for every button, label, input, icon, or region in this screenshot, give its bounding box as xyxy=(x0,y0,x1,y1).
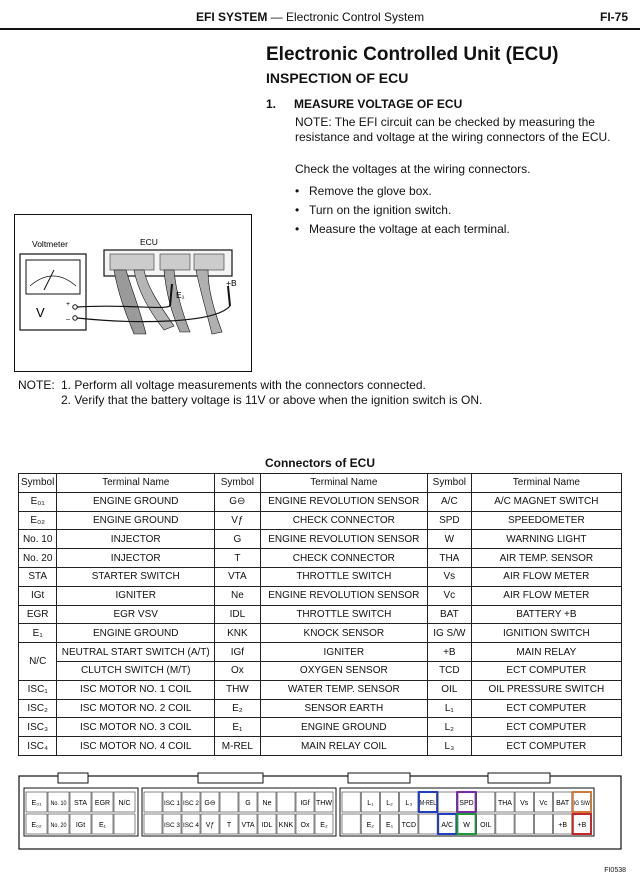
terminal-name-cell: AIR TEMP. SENSOR xyxy=(471,549,621,568)
terminal-name-cell: ENGINE REVOLUTION SENSOR xyxy=(260,530,427,549)
pin-label: E₂ xyxy=(366,822,375,829)
symbol-cell: +B xyxy=(428,643,472,662)
terminal-name-cell: INJECTOR xyxy=(57,530,215,549)
connector-pin xyxy=(114,814,135,834)
pin-label: E₂ xyxy=(320,822,328,829)
connector-pin xyxy=(277,792,295,812)
terminal-name-cell: WATER TEMP. SENSOR xyxy=(260,680,427,699)
terminal-name-cell: THROTTLE SWITCH xyxy=(260,567,427,586)
table-row xyxy=(19,737,622,756)
symbol-cell: L₂ xyxy=(428,718,472,737)
e1-label: E₁ xyxy=(176,290,185,300)
terminal-name-cell: ENGINE REVOLUTION SENSOR xyxy=(260,492,427,511)
column-header: Terminal Name xyxy=(471,474,621,493)
page-subtitle: INSPECTION OF ECU xyxy=(266,70,409,86)
terminal-name-cell: ECT COMPUTER xyxy=(471,661,621,680)
pin-label: ISC 2 xyxy=(183,800,200,807)
pin-label: E₁ xyxy=(98,822,107,829)
column-header: Symbol xyxy=(428,474,472,493)
figure-id: FI0538 xyxy=(604,867,626,874)
ecu-connector-c xyxy=(194,254,224,270)
note-top: NOTE: The EFI circuit can be checked by measuring the resistance and voltage at the wiring connectors of the ECU. xyxy=(295,115,611,144)
symbol-cell: SPD xyxy=(428,511,472,530)
symbol-cell: THA xyxy=(428,549,472,568)
connector-pin xyxy=(438,792,456,812)
pin-label: Vc xyxy=(539,800,548,807)
symbol-cell: ISC₄ xyxy=(19,737,57,756)
symbol-cell: G⊖ xyxy=(215,492,261,511)
pin-label: Vs xyxy=(520,800,529,807)
connector-pin xyxy=(342,814,360,834)
plus-b-label: +B xyxy=(226,278,237,288)
symbol-cell: STA xyxy=(19,567,57,586)
bullet-item: • Measure the voltage at each terminal. xyxy=(295,220,510,239)
meter-scale xyxy=(30,276,76,286)
pin-label: ISC 4 xyxy=(183,822,200,829)
symbol-cell: E₁ xyxy=(19,624,57,643)
symbol-cell: L₁ xyxy=(428,699,472,718)
ecu-label: ECU xyxy=(140,237,158,247)
connector-pin xyxy=(515,814,533,834)
terminal-name-cell: EGR VSV xyxy=(57,605,215,624)
pin-label: G⊖ xyxy=(204,800,216,807)
pin-label: THA xyxy=(497,800,512,807)
connector-key xyxy=(198,773,263,783)
bullet-item: • Remove the glove box. xyxy=(295,182,510,201)
pin-label: M-REL xyxy=(419,800,437,807)
column-header: Symbol xyxy=(19,474,57,493)
terminal-name-cell: IGNITION SWITCH xyxy=(471,624,621,643)
symbol-cell: A/C xyxy=(428,492,472,511)
terminal-name-cell: CHECK CONNECTOR xyxy=(260,511,427,530)
pin-label: T xyxy=(226,822,232,829)
bullet-list xyxy=(295,182,510,239)
symbol-cell: VTA xyxy=(215,567,261,586)
symbol-cell: IDL xyxy=(215,605,261,624)
symbol-cell: ISC₃ xyxy=(19,718,57,737)
table-title: Connectors of ECU xyxy=(264,456,375,470)
symbol-cell: E₀₂ xyxy=(19,511,57,530)
terminal-name-cell: ISC MOTOR NO. 1 COIL xyxy=(57,680,215,699)
pin-label: SPD xyxy=(459,800,474,807)
terminal-name-cell: SENSOR EARTH xyxy=(260,699,427,718)
column-header: Symbol xyxy=(215,474,261,493)
pin-label: L₂ xyxy=(386,800,393,807)
terminal-name-cell: ECT COMPUTER xyxy=(471,718,621,737)
table-row xyxy=(19,624,622,643)
symbol-cell: KNK xyxy=(215,624,261,643)
connector-pin xyxy=(144,792,162,812)
symbol-cell: Ne xyxy=(215,586,261,605)
symbol-cell: BAT xyxy=(428,605,472,624)
meter-face xyxy=(26,260,80,294)
terminal-name-cell: AIR FLOW METER xyxy=(471,586,621,605)
pin-label: Vƒ xyxy=(205,822,215,829)
table-row xyxy=(19,511,622,530)
symbol-cell: No. 20 xyxy=(19,549,57,568)
terminal-name-cell: OXYGEN SENSOR xyxy=(260,661,427,680)
section-header xyxy=(196,10,424,24)
terminal-name-cell: ISC MOTOR NO. 2 COIL xyxy=(57,699,215,718)
plus-mark: + xyxy=(66,301,71,308)
connector-pin xyxy=(477,792,495,812)
symbol-cell: EGR xyxy=(19,605,57,624)
wire-harness xyxy=(196,270,222,334)
minus-mark: – xyxy=(66,316,70,323)
symbol-cell: OIL xyxy=(428,680,472,699)
connector-key xyxy=(348,773,410,783)
connector-key xyxy=(488,773,550,783)
table-row xyxy=(19,567,622,586)
note-item: 1. Perform all voltage measurements with the connectors connected. xyxy=(61,378,426,392)
pin-label: ISC 1 xyxy=(164,800,181,807)
symbol-cell: IG S/W xyxy=(428,624,472,643)
pin-label: Ne xyxy=(262,800,272,807)
step-heading xyxy=(266,97,462,111)
symbol-cell: W xyxy=(428,530,472,549)
symbol-cell: T xyxy=(215,549,261,568)
pin-label: E₀₁ xyxy=(31,800,42,807)
terminal-name-cell: CLUTCH SWITCH (M/T) xyxy=(57,661,215,680)
terminal-name-cell: OIL PRESSURE SWITCH xyxy=(471,680,621,699)
terminal-name-cell: CHECK CONNECTOR xyxy=(260,549,427,568)
connector-pinout xyxy=(18,772,622,850)
pin-label: E₁ xyxy=(386,822,394,829)
connector-pin xyxy=(342,792,360,812)
pin-label: N/C xyxy=(118,800,131,807)
meter-needle xyxy=(44,270,54,290)
symbol-cell: TCD xyxy=(428,661,472,680)
table-row xyxy=(19,661,622,680)
terminal-name-cell: WARNING LIGHT xyxy=(471,530,621,549)
column-header: Terminal Name xyxy=(260,474,427,493)
note-item: 2. Verify that the battery voltage is 11V or above when the ignition switch is ON. xyxy=(61,393,483,407)
connector-pin xyxy=(220,792,238,812)
pin-label: L₁ xyxy=(367,800,374,807)
step-number: 1. xyxy=(266,97,277,111)
ecu-connector-a xyxy=(110,254,154,270)
symbol-cell: Vc xyxy=(428,586,472,605)
bullet-item: • Turn on the ignition switch. xyxy=(295,201,510,220)
pin-label: KNK xyxy=(278,822,294,829)
table-row xyxy=(19,605,622,624)
connector-pin xyxy=(496,814,514,834)
connectors-table xyxy=(18,473,622,756)
volt-symbol: V xyxy=(36,305,45,320)
page-title: Electronic Controlled Unit (ECU) xyxy=(266,44,559,65)
column-header: Terminal Name xyxy=(57,474,215,493)
table-row xyxy=(19,530,622,549)
pin-label: OIL xyxy=(480,822,492,829)
pin-label: TCD xyxy=(401,822,417,829)
symbol-cell: E₂ xyxy=(215,699,261,718)
symbol-cell: IGt xyxy=(19,586,57,605)
symbol-cell: No. 10 xyxy=(19,530,57,549)
pin-label: +B xyxy=(558,822,568,829)
terminal-name-cell: ENGINE REVOLUTION SENSOR xyxy=(260,586,427,605)
terminal-name-cell: ENGINE GROUND xyxy=(57,492,215,511)
pin-label: No. 20 xyxy=(50,822,67,829)
pin-label: A/C xyxy=(441,822,454,829)
symbol-cell: ISC₂ xyxy=(19,699,57,718)
pin-label: Ox xyxy=(300,822,310,829)
terminal-minus xyxy=(73,316,77,320)
pin-label: IGf xyxy=(300,800,310,807)
table-row xyxy=(19,549,622,568)
symbol-cell: ISC₁ xyxy=(19,680,57,699)
note-line xyxy=(18,378,482,393)
terminal-name-cell: ECT COMPUTER xyxy=(471,737,621,756)
symbol-cell: THW xyxy=(215,680,261,699)
terminal-name-cell: NEUTRAL START SWITCH (A/T) xyxy=(57,643,215,662)
table-header-row xyxy=(19,474,622,493)
connector-key xyxy=(58,773,88,783)
pin-label: +B xyxy=(577,822,587,829)
pin-label: L₃ xyxy=(405,800,413,807)
note-label: NOTE: xyxy=(18,378,55,392)
terminal-name-cell: SPEEDOMETER xyxy=(471,511,621,530)
pin-label: STA xyxy=(73,800,88,807)
terminal-name-cell: A/C MAGNET SWITCH xyxy=(471,492,621,511)
terminal-name-cell: ISC MOTOR NO. 3 COIL xyxy=(57,718,215,737)
note-bottom xyxy=(18,378,482,408)
pin-label: E₀₂ xyxy=(31,822,42,829)
terminal-name-cell: ECT COMPUTER xyxy=(471,699,621,718)
voltmeter-label: Voltmeter xyxy=(32,239,68,249)
terminal-name-cell: INJECTOR xyxy=(57,549,215,568)
symbol-cell: M-REL xyxy=(215,737,261,756)
symbol-cell: IGf xyxy=(215,643,261,662)
voltmeter-diagram xyxy=(14,214,252,372)
page-number: FI-75 xyxy=(599,10,628,24)
pin-label: ISC 3 xyxy=(164,822,181,829)
table-row xyxy=(19,643,622,662)
symbol-cell: L₃ xyxy=(428,737,472,756)
symbol-cell: N/C xyxy=(19,643,57,681)
connector-frame xyxy=(19,776,621,849)
terminal-name-cell: IGNITER xyxy=(57,586,215,605)
terminal-name-cell: ENGINE GROUND xyxy=(57,511,215,530)
terminal-name-cell: ISC MOTOR NO. 4 COIL xyxy=(57,737,215,756)
pin-label: No. 10 xyxy=(50,800,67,807)
terminal-name-cell: BATTERY +B xyxy=(471,605,621,624)
table-body xyxy=(19,492,622,755)
terminal-name-cell: IGNITER xyxy=(260,643,427,662)
terminal-name-cell: ENGINE GROUND xyxy=(260,718,427,737)
terminal-name-cell: THROTTLE SWITCH xyxy=(260,605,427,624)
pin-label: BAT xyxy=(556,800,570,807)
pin-label: G xyxy=(245,800,251,807)
terminal-name-cell: ENGINE GROUND xyxy=(57,624,215,643)
header-rule xyxy=(0,28,640,30)
symbol-cell: Ox xyxy=(215,661,261,680)
pin-label: W xyxy=(463,822,470,829)
table-row xyxy=(19,492,622,511)
pin-label: EGR xyxy=(94,800,111,807)
terminal-name-cell: AIR FLOW METER xyxy=(471,567,621,586)
table-row xyxy=(19,718,622,737)
voltmeter-body xyxy=(20,254,86,330)
connector-pin xyxy=(144,814,162,834)
note-line xyxy=(18,393,482,408)
connector-pin xyxy=(419,814,437,834)
check-text: Check the voltages at the wiring connectors. xyxy=(295,162,531,176)
step-label: MEASURE VOLTAGE OF ECU xyxy=(294,97,463,111)
pin-label: IGt xyxy=(75,822,86,829)
table-row xyxy=(19,586,622,605)
section-subtitle: — Electronic Control System xyxy=(267,10,425,24)
probe-plus-b xyxy=(228,286,230,306)
terminal-plus xyxy=(73,305,77,309)
symbol-cell: Vƒ xyxy=(215,511,261,530)
ecu-connector-b xyxy=(160,254,190,270)
pin-label: IG S/W xyxy=(573,800,591,807)
symbol-cell: E₁ xyxy=(215,718,261,737)
pin-label: THW xyxy=(316,800,332,807)
terminal-name-cell: KNOCK SENSOR xyxy=(260,624,427,643)
connector-pin xyxy=(534,814,552,834)
terminal-name-cell: MAIN RELAY COIL xyxy=(260,737,427,756)
section-name: EFI SYSTEM xyxy=(196,10,268,24)
terminal-name-cell: MAIN RELAY xyxy=(471,643,621,662)
pin-label: IDL xyxy=(261,822,273,829)
symbol-cell: G xyxy=(215,530,261,549)
pin-label: VTA xyxy=(241,822,255,829)
symbol-cell: Vs xyxy=(428,567,472,586)
symbol-cell: E₀₁ xyxy=(19,492,57,511)
table-row xyxy=(19,699,622,718)
table-row xyxy=(19,680,622,699)
terminal-name-cell: STARTER SWITCH xyxy=(57,567,215,586)
